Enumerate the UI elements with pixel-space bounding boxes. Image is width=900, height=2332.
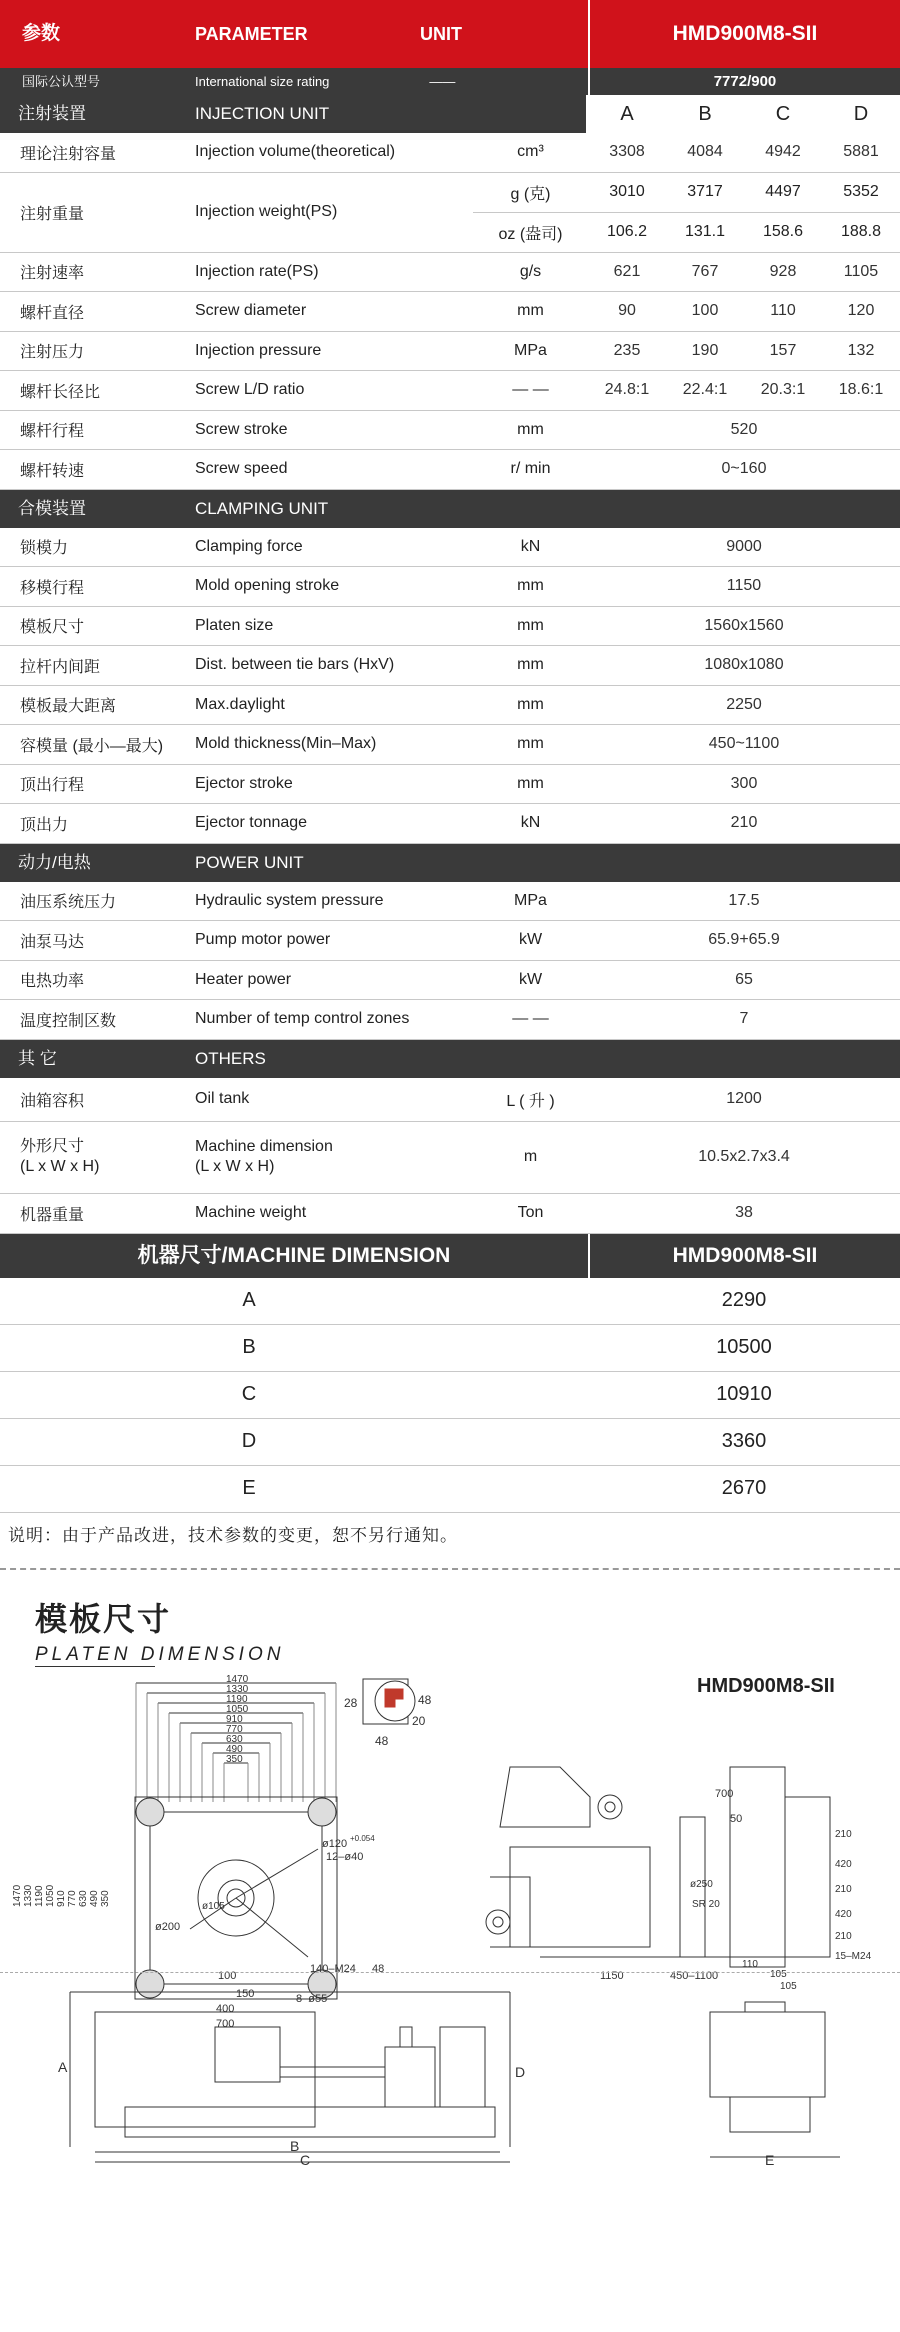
cell: 90: [618, 302, 636, 320]
size-rating-zh: 国际公认型号: [22, 74, 101, 89]
hole-label-3: ø200: [155, 1920, 181, 1933]
header-unit: UNIT: [420, 24, 462, 44]
cell: 300: [730, 774, 758, 792]
tslot-48: 48: [418, 1692, 432, 1707]
table-row: [0, 411, 900, 451]
table-row: [0, 292, 900, 332]
row-unit: mm: [517, 695, 544, 713]
row-label-en: Clamping force: [195, 537, 303, 555]
drawing-area: [0, 1667, 900, 2167]
tslot-28: 28: [344, 1695, 358, 1710]
hole-label-4: ø105: [202, 1900, 225, 1912]
section-label-en: POWER UNIT: [195, 852, 304, 872]
table-row: [0, 804, 900, 844]
dim-100: 100: [218, 1969, 237, 1982]
row-label-en: Mold opening stroke: [195, 577, 340, 595]
dim-label: 630: [226, 1733, 243, 1745]
cell: 132: [847, 341, 875, 359]
table-row: [0, 567, 900, 607]
row-label-en: Screw L/D ratio: [195, 381, 305, 399]
row-label-zh: 螺杆长径比: [20, 383, 101, 401]
bolt-label: 140–M24: [310, 1962, 356, 1975]
footnote: 说明：由于产品改进，技术参数的变更，恕不另行通知。: [8, 1525, 458, 1545]
cell: 4942: [765, 143, 801, 161]
cell: 1150: [726, 577, 762, 595]
table-row: [0, 173, 900, 253]
md-model: HMD900M8-SII: [588, 1234, 900, 1278]
side-1150: 1150: [600, 1969, 624, 1982]
dim-label-vertical: 1050: [45, 1884, 56, 1907]
dim-label: 1050: [226, 1703, 249, 1715]
row-label-en: Hydraulic system pressure: [195, 891, 384, 909]
table-row: [0, 725, 900, 765]
row-label-en: Dist. between tie bars (HxV): [195, 656, 395, 674]
side-420b: 420: [835, 1908, 852, 1920]
cell: 767: [691, 262, 719, 280]
row-label-zh: 模板尺寸: [20, 619, 85, 637]
row-label-en: Injection pressure: [195, 341, 322, 359]
platen-title: 模板尺寸: [35, 1600, 172, 1637]
side-105b: 105: [780, 1980, 797, 1992]
cell: 3717: [687, 183, 723, 200]
row-unit: mm: [517, 616, 544, 634]
table-row: [0, 607, 900, 647]
row-unit: kW: [518, 931, 543, 949]
row-label-zh: 螺杆直径: [20, 304, 85, 322]
section-label-zh: 合模装置: [18, 498, 86, 518]
cell: 9000: [726, 537, 762, 555]
size-rating-value: 7772/900: [588, 68, 900, 95]
cell: 22.4:1: [682, 381, 728, 399]
table-row: [0, 133, 900, 173]
row-label-zh: 温度控制区数: [20, 1012, 117, 1030]
table-row: [0, 1325, 900, 1372]
dim-label-vertical: 770: [67, 1889, 78, 1907]
section-label-en: CLAMPING UNIT: [195, 498, 329, 518]
cell: 131.1: [684, 223, 726, 240]
cell: 5881: [843, 143, 879, 161]
cell: 4497: [765, 183, 801, 200]
col-a: A: [620, 103, 634, 125]
cell: 188.8: [840, 223, 882, 240]
dim-label: 1470: [226, 1673, 249, 1685]
row-unit: mm: [517, 577, 544, 595]
mach-b: B: [290, 2137, 300, 2154]
tslot-20: 20: [412, 1713, 426, 1728]
hole-label-2: 12–ø40: [326, 1850, 364, 1863]
cell: 106.2: [606, 223, 648, 240]
cell: 235: [613, 341, 641, 359]
dim-label: 1330: [226, 1683, 249, 1695]
row-label-zh: 油泵马达: [20, 933, 85, 951]
row-label-en: Oil tank: [195, 1090, 250, 1107]
hole-tol: +0.054: [350, 1833, 375, 1843]
dim-label: 770: [226, 1723, 243, 1735]
row-label-en: Screw speed: [195, 460, 288, 478]
size-rating-dash: ——: [429, 74, 456, 89]
screw-columns: [588, 95, 900, 133]
table-row: [0, 1372, 900, 1419]
cell: 3010: [609, 183, 645, 200]
section-injection: [0, 95, 900, 133]
machine-drawing: [0, 1977, 900, 2167]
size-rating-row: [0, 68, 900, 95]
mach-d: D: [515, 2063, 526, 2080]
table-row: [0, 686, 900, 726]
row-unit: — —: [512, 1010, 549, 1028]
cell: 621: [613, 262, 641, 280]
row-unit: g/s: [519, 262, 542, 280]
row-label-en-2: (L x W x H): [195, 1158, 275, 1175]
cell: 7: [739, 1010, 749, 1028]
side-700: 700: [715, 1787, 734, 1800]
row-unit: mm: [517, 774, 544, 792]
row-unit: oz (盎司): [498, 225, 563, 243]
row-unit: mm: [517, 302, 544, 320]
table-row: [0, 253, 900, 293]
hole-label: ø120: [322, 1837, 348, 1850]
row-label-zh-2: (L x W x H): [20, 1158, 100, 1175]
row-unit: g (克): [510, 185, 551, 203]
row-label-zh: 机器重量: [20, 1206, 85, 1224]
dim-label: 490: [226, 1743, 243, 1755]
row-label-en: Screw diameter: [195, 302, 307, 320]
table-row: [0, 646, 900, 686]
table-row: [0, 450, 900, 490]
t-slot-detail: [344, 1679, 432, 1748]
width-dimensions: [12, 1674, 336, 1907]
cell: 65.9+65.9: [708, 931, 780, 949]
machine-dimension-header: [0, 1234, 900, 1278]
row-label-zh: 锁模力: [20, 540, 69, 558]
row-unit: L ( 升 ): [506, 1092, 555, 1110]
row-label-zh: 容模量 (最小—最大): [20, 737, 164, 755]
side-210b: 210: [835, 1883, 852, 1895]
row-label-en: Ejector tonnage: [195, 814, 308, 832]
dim-label: 910: [226, 1713, 243, 1725]
row-label-zh: 油箱容积: [20, 1092, 85, 1110]
row-label-en: Machine weight: [195, 1204, 307, 1221]
row-label-en: Number of temp control zones: [195, 1010, 410, 1028]
cell: 520: [730, 420, 758, 438]
side-50: 50: [730, 1812, 743, 1825]
table-row: [0, 528, 900, 568]
cell: 38: [735, 1204, 753, 1221]
mach-c: C: [300, 2151, 311, 2168]
row-label-zh: 顶出行程: [20, 777, 85, 795]
section-label-zh: 注射装置: [18, 104, 86, 123]
section-label-en: OTHERS: [195, 1048, 266, 1068]
side-250: ø250: [690, 1878, 713, 1890]
row-label-en: Screw stroke: [195, 420, 288, 438]
row-unit: cm³: [517, 143, 544, 161]
table-row: [0, 765, 900, 805]
col-b: B: [698, 103, 712, 125]
drawing-model: HMD900M8-SII: [697, 1674, 835, 1697]
row-unit: Ton: [517, 1204, 544, 1221]
table-row: [0, 921, 900, 961]
table-row: [0, 1122, 900, 1194]
row-label-zh: 拉杆内间距: [20, 658, 101, 676]
side-sr: SR 20: [692, 1898, 720, 1910]
row-label-zh: 注射压力: [20, 344, 85, 362]
row-label-en: Machine dimension: [195, 1138, 333, 1155]
md-key: E: [242, 1477, 256, 1499]
cell: 0~160: [721, 460, 767, 478]
row-unit: MPa: [514, 341, 547, 359]
row-unit: mm: [517, 420, 544, 438]
side-m24: 15–M24: [835, 1950, 872, 1962]
cell: 17.5: [728, 891, 760, 909]
section-clamping: [0, 490, 900, 528]
row-unit: m: [523, 1148, 538, 1165]
row-label-en: Max.daylight: [195, 695, 285, 713]
table-row: [0, 961, 900, 1001]
cell: 120: [847, 302, 875, 320]
md-value: 2290: [721, 1289, 767, 1311]
row-label-en: Pump motor power: [195, 931, 331, 949]
cell: 158.6: [762, 223, 804, 240]
side-210c: 210: [835, 1930, 852, 1942]
platen-body: [135, 1797, 337, 1999]
cell: 5352: [843, 183, 879, 200]
row-unit: mm: [517, 735, 544, 753]
section-others: [0, 1040, 900, 1078]
header-params: 参数: [22, 23, 61, 44]
row-label-zh: 模板最大距离: [20, 698, 117, 716]
cell: 2250: [726, 695, 762, 713]
dim-label-vertical: 490: [89, 1889, 100, 1907]
row-unit: mm: [517, 656, 544, 674]
dim-label-vertical: 1190: [34, 1884, 45, 1907]
platen-subtitle: PLATEN DIMENSION: [35, 1643, 285, 1665]
row-label-en: Heater power: [195, 970, 292, 988]
cell: 1560x1560: [704, 616, 784, 634]
row-label-en: Platen size: [195, 616, 274, 634]
cell: 1105: [843, 262, 879, 280]
dim-700: 700: [216, 2017, 235, 2030]
row-unit: kN: [520, 537, 541, 555]
row-label-zh: 注射重量: [20, 205, 85, 223]
cell: 100: [691, 302, 719, 320]
row-label-en: Injection rate(PS): [195, 262, 319, 280]
cell: 65: [735, 970, 753, 988]
dim-label-vertical: 350: [100, 1889, 111, 1907]
row-label-en: Injection volume(theoretical): [195, 143, 396, 161]
side-420a: 420: [835, 1858, 852, 1870]
tslot-48b: 48: [375, 1733, 389, 1748]
dim-400: 400: [216, 2002, 235, 2015]
mach-a: A: [58, 2058, 68, 2075]
row-label-en: Injection weight(PS): [195, 203, 338, 220]
md-title: 机器尺寸/MACHINE DIMENSION: [137, 1243, 451, 1267]
row-label-zh: 螺杆转速: [20, 462, 85, 480]
table-row: [0, 1419, 900, 1466]
md-key: C: [241, 1383, 257, 1405]
table-row: [0, 1466, 900, 1513]
md-key: A: [242, 1289, 256, 1311]
row-label-zh: 移模行程: [20, 579, 85, 597]
side-range: 450–1100: [670, 1969, 719, 1982]
col-c: C: [775, 103, 791, 125]
section-power: [0, 844, 900, 882]
cell: 4084: [687, 143, 723, 161]
md-value: 3360: [721, 1430, 767, 1452]
dim-label-vertical: 1470: [12, 1884, 23, 1907]
side-view-drawing: [480, 1727, 900, 2007]
table-row: [0, 1194, 900, 1234]
md-key: B: [242, 1336, 256, 1358]
cell: 1200: [726, 1090, 762, 1107]
row-unit: MPa: [514, 891, 547, 909]
cell: 928: [769, 262, 797, 280]
row-label-en: Ejector stroke: [195, 774, 293, 792]
row-unit: kN: [520, 814, 541, 832]
row-label-zh: 理论注射容量: [20, 145, 117, 163]
dim-label-vertical: 910: [56, 1889, 67, 1907]
cell: 24.8:1: [604, 381, 650, 399]
header-model: HMD900M8-SII: [588, 0, 900, 68]
drawing-divider: [0, 1972, 900, 1973]
table-row: [0, 1078, 900, 1122]
dim-label-vertical: 630: [78, 1889, 89, 1907]
table-row: [0, 371, 900, 411]
md-value: 10500: [716, 1336, 772, 1358]
dim-label: 350: [226, 1753, 243, 1765]
size-rating-en: International size rating: [195, 74, 330, 89]
row-label-en: Mold thickness(Min–Max): [195, 735, 377, 753]
table-row: [0, 1000, 900, 1040]
dim-150: 150: [236, 1987, 255, 2000]
section-label-en: INJECTION UNIT: [195, 95, 588, 133]
cell: 18.6:1: [838, 381, 884, 399]
row-unit: kW: [518, 970, 543, 988]
cell: 157: [769, 341, 797, 359]
section-label-zh: 动力/电热: [18, 852, 91, 872]
section-label-zh: 其 它: [18, 1048, 57, 1068]
cell: 450~1100: [708, 735, 780, 753]
cell: 190: [691, 341, 719, 359]
cell: 210: [730, 814, 758, 832]
tiebar-label: 8–ø55: [296, 1992, 328, 2005]
cell: 3308: [609, 143, 645, 161]
row-label-zh: 螺杆行程: [20, 423, 85, 441]
table-row: [0, 1278, 900, 1325]
cell: 110: [770, 302, 796, 320]
header-parameter: PARAMETER: [195, 24, 308, 44]
bolt-depth: 48: [372, 1962, 385, 1975]
cell: 20.3:1: [760, 381, 806, 399]
table-header: [0, 0, 900, 68]
row-label-zh: 电热功率: [20, 973, 85, 991]
dim-label: 1190: [226, 1693, 248, 1705]
md-value: 10910: [716, 1383, 772, 1405]
cell: 1080x1080: [704, 656, 784, 674]
md-value: 2670: [721, 1477, 767, 1499]
row-label-zh: 顶出力: [20, 816, 69, 834]
side-210a: 210: [835, 1828, 852, 1840]
col-d: D: [853, 103, 869, 125]
side-105a: 105: [770, 1968, 787, 1980]
row-unit: — —: [512, 381, 549, 399]
md-key: D: [241, 1430, 257, 1452]
dim-label-vertical: 1330: [23, 1884, 34, 1907]
row-label-zh: 外形尺寸: [20, 1138, 85, 1155]
row-label-zh: 油压系统压力: [20, 894, 117, 912]
row-unit: r/ min: [510, 460, 551, 478]
mach-e: E: [765, 2151, 775, 2168]
table-row: [0, 882, 900, 922]
cell: 10.5x2.7x3.4: [698, 1148, 790, 1165]
row-label-zh: 注射速率: [20, 265, 85, 283]
table-row: [0, 332, 900, 372]
divider: [0, 1568, 900, 1570]
side-110: 110: [742, 1958, 758, 1970]
